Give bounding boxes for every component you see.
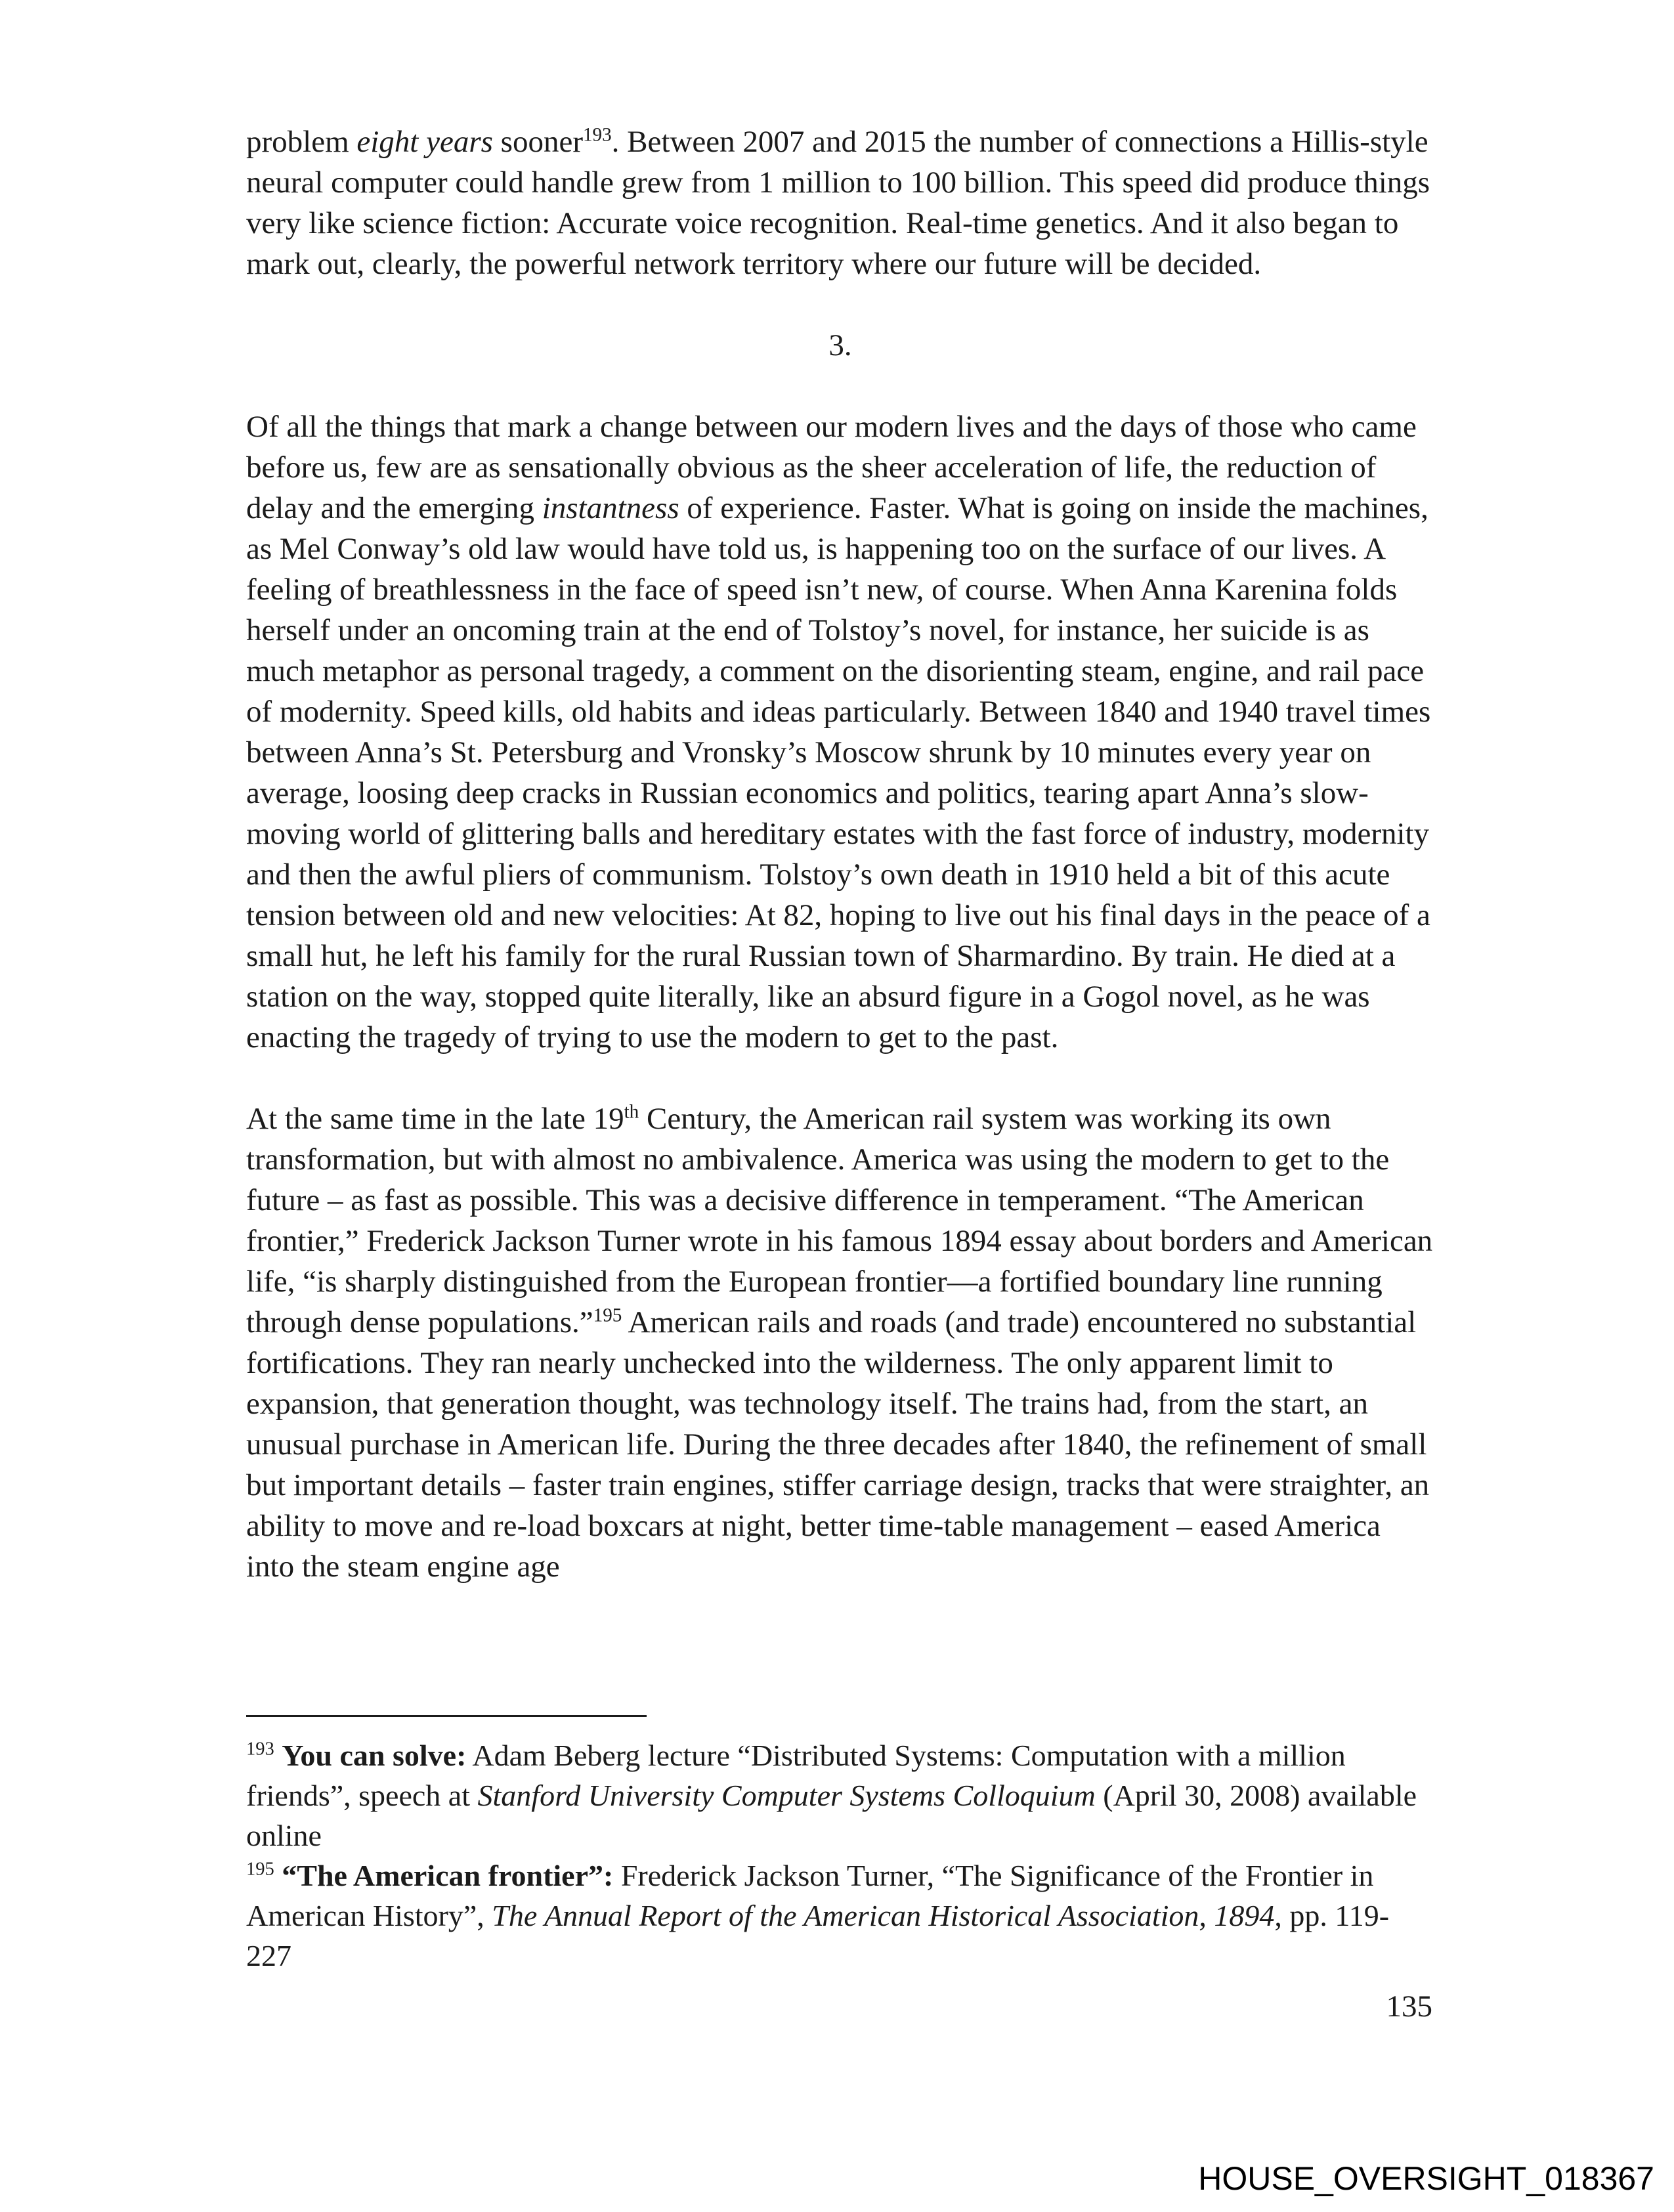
text-run: Frederick Jackson Turner, “The Significance of the Frontier in American History”, [246, 1859, 1374, 1932]
text-run [274, 1739, 282, 1772]
text-run: instantness [542, 491, 679, 525]
page-body-text [246, 121, 1434, 1628]
text-run: of experience. Faster. What is going on inside the machines, as Mel Conway’s old law would have told us, is happening too on the surface of our lives. A feeling of breathlessness in the face of speed isn’t new, of course. When Anna Karenina folds herself under an oncoming train at the end of Tolstoy’s novel, for instance, her suicide is as much metaphor as personal tragedy, a comment on the disorienting steam, engine, and rail pace of modernity. Speed kills, old habits and ideas particularly. Between 1840 and 1940 travel times between Anna’s St. Petersburg and Vronsky’s Moscow shrunk by 10 minutes every year on average, loosing deep cracks in Russian economics and politics, tearing apart Anna’s slow-moving world of glittering balls and hereditary estates with the fast force of industry, modernity and then the awful pliers of communism. Tolstoy’s own death in 1910 held a bit of this acute tension between old and new velocities: At 82, hoping to live out his final days in the peace of a small hut, he left his family for the rural Russian town of Sharmardino. By train. He died at a station on the way, stopped quite literally, like an absurd figure in a Gogol novel, as he was enacting the tragedy of trying to use the modern to get to the past. [246, 491, 1431, 1054]
footnotes [246, 1735, 1434, 1976]
text-run: The Annual Report of the American Historical Association, 1894 [492, 1899, 1275, 1932]
section-number [246, 325, 1434, 366]
text-run: eight years [356, 125, 493, 159]
footnote-193 [246, 1735, 1434, 1855]
text-run: Of all the things that mark a change between our modern lives and the days of those who came before us, few are as sensationally obvious as the sheer acceleration of life, the reduction of delay and the emerging [246, 410, 1417, 525]
text-run: 193 [582, 124, 612, 146]
text-run: “The American frontier”: [282, 1859, 614, 1892]
footnote-195 [246, 1855, 1434, 1976]
footnote-separator-rule [246, 1715, 647, 1717]
footnote-area [246, 1715, 1434, 1976]
bates-stamp: HOUSE_OVERSIGHT_018367 [1172, 2148, 1674, 2212]
text-run [274, 1859, 282, 1892]
text-run: At the same time in the late 19 [246, 1102, 624, 1136]
body-paragraphs [246, 121, 1434, 1587]
text-run: Century, the American rail system was working its own transformation, but with almost no ambivalence. America was using the modern to get to the future – as fast as possible. This was a decisive difference in temperament. “The American frontier,” Frederick Jackson Turner wrote in his famous 1894 essay about borders and American life, “is sharply distinguished from the European frontier—a fortified boundary line running through dense populations.” [246, 1102, 1433, 1339]
text-run: 195 [593, 1305, 622, 1326]
paragraph-speed [246, 121, 1434, 284]
text-run: problem [246, 125, 357, 159]
text-run: (April 30, 2008) available online [246, 1779, 1417, 1852]
text-run: sooner [492, 125, 583, 159]
text-run: . Between 2007 and 2015 the number of connections a Hillis-style neural computer could handle grew from 1 million to 100 billion. This speed did produce things very like science fiction: Accurate voice recognition. Real-time genetics. And it also began to mark out, clearly, the powerful network territory where our future will be decided. [246, 125, 1430, 281]
text-run: th [624, 1101, 639, 1123]
text-run: You can solve: [282, 1739, 467, 1772]
text-run: 195 [246, 1859, 274, 1880]
text-run: 193 [246, 1739, 274, 1760]
page-number: 135 [1386, 1989, 1432, 2024]
text-run: American rails and roads (and trade) encountered no substantial fortifications. They ran nearly unchecked into the wilderness. The only apparent limit to expansion, that generation thought, was technology itself. The trains had, from the start, an unusual purchase in American life. During the three decades after 1840, the refinement of small but important details – faster train engines, stiffer carriage design, tracks that were straighter, an ability to move and re-load boxcars at night, better time-table management – eased America into the steam engine age [246, 1305, 1430, 1584]
paragraph-acceleration [246, 406, 1434, 1058]
paragraph-american-rail [246, 1098, 1434, 1587]
text-run: , pp. 119-227 [246, 1899, 1390, 1972]
text-run: Adam Beberg lecture “Distributed Systems: Computation with a million friends”, speech at [246, 1739, 1346, 1812]
text-run: Stanford University Computer Systems Colloquium [477, 1779, 1096, 1812]
text-run: 3. [828, 328, 852, 362]
